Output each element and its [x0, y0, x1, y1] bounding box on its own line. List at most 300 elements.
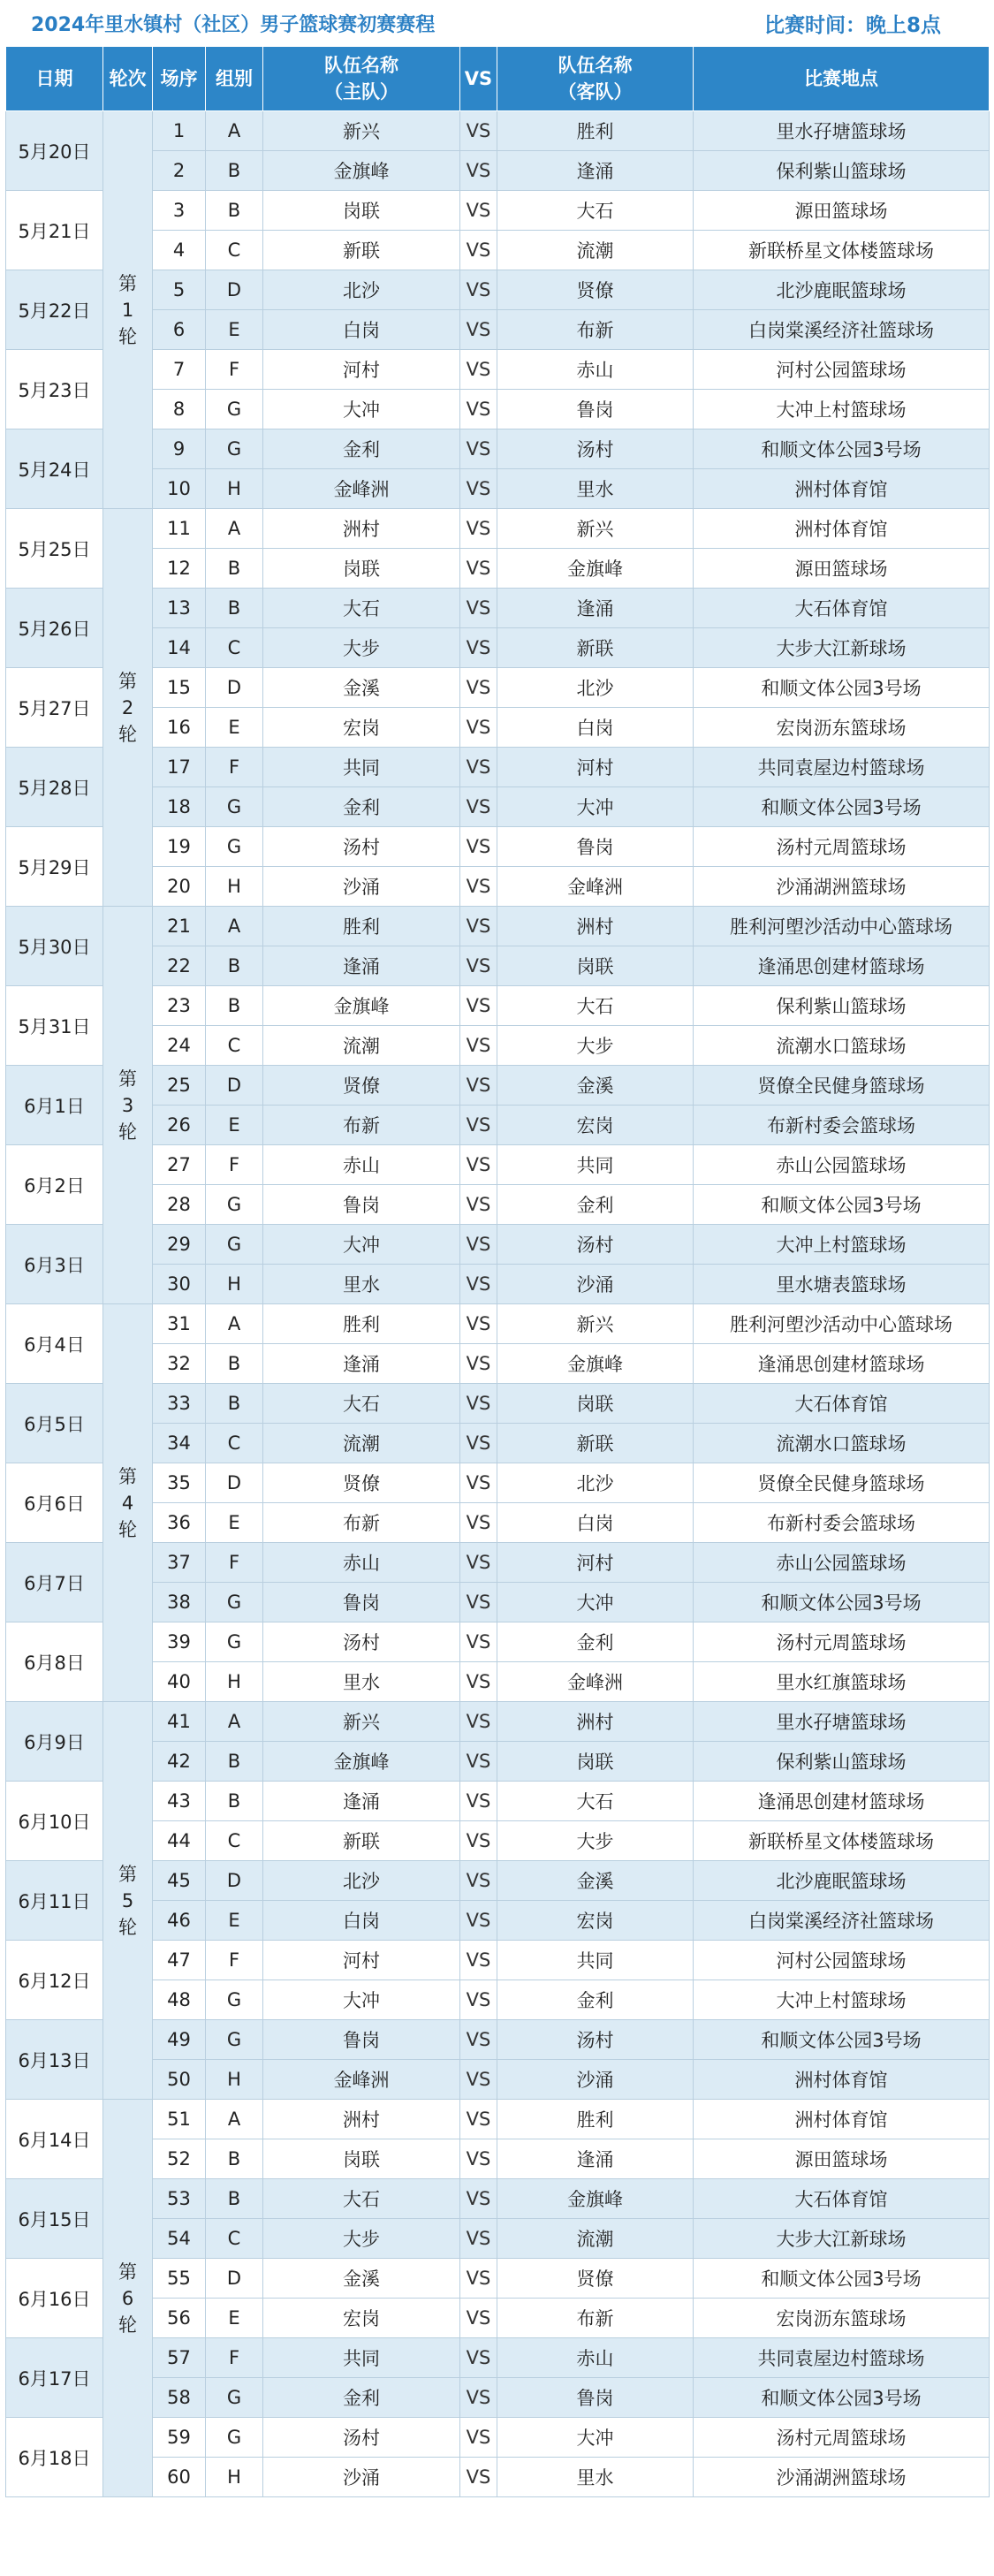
- away-team-cell: 流潮: [497, 2219, 694, 2259]
- match-no-cell: 31: [153, 1304, 206, 1344]
- table-row: [6, 1901, 990, 1941]
- match-no-cell: 44: [153, 1821, 206, 1861]
- date-cell: 6月3日: [6, 1225, 103, 1304]
- table-row: [6, 2458, 990, 2497]
- away-team-cell: 大冲: [497, 1583, 694, 1622]
- home-team-cell: 汤村: [263, 827, 460, 867]
- date-cell: 6月9日: [6, 1702, 103, 1782]
- group-cell: A: [206, 1304, 263, 1344]
- round-cell: 第 2 轮: [103, 509, 153, 907]
- table-row: [6, 1384, 990, 1424]
- home-team-cell: 沙涌: [263, 2458, 460, 2497]
- venue-cell: 大冲上村篮球场: [694, 390, 990, 429]
- away-team-cell: 金旗峰: [497, 1344, 694, 1384]
- vs-cell: VS: [460, 1503, 497, 1543]
- match-no-cell: 46: [153, 1901, 206, 1941]
- vs-cell: VS: [460, 1742, 497, 1782]
- home-team-cell: 大步: [263, 2219, 460, 2259]
- venue-cell: 大冲上村篮球场: [694, 1980, 990, 2020]
- group-cell: B: [206, 1742, 263, 1782]
- away-team-cell: 里水: [497, 469, 694, 509]
- group-cell: G: [206, 1622, 263, 1662]
- vs-cell: VS: [460, 986, 497, 1026]
- home-team-cell: 流潮: [263, 1424, 460, 1463]
- vs-cell: VS: [460, 2458, 497, 2497]
- venue-cell: 里水孖塘篮球场: [694, 111, 990, 151]
- vs-cell: VS: [460, 589, 497, 628]
- match-no-cell: 60: [153, 2458, 206, 2497]
- table-row: [6, 1821, 990, 1861]
- match-no-cell: 52: [153, 2139, 206, 2179]
- venue-cell: 贤僚全民健身篮球场: [694, 1066, 990, 1106]
- away-team-cell: 宏岗: [497, 1901, 694, 1941]
- home-team-cell: 洲村: [263, 509, 460, 549]
- away-team-cell: 大石: [497, 1782, 694, 1821]
- match-no-cell: 58: [153, 2378, 206, 2418]
- home-team-cell: 贤僚: [263, 1463, 460, 1503]
- match-no-cell: 20: [153, 867, 206, 907]
- group-cell: C: [206, 1026, 263, 1066]
- venue-cell: 保利紫山篮球场: [694, 1742, 990, 1782]
- group-cell: G: [206, 1225, 263, 1265]
- group-cell: E: [206, 310, 263, 350]
- col-vs: VS: [460, 47, 497, 111]
- away-team-cell: 大冲: [497, 787, 694, 827]
- match-no-cell: 10: [153, 469, 206, 509]
- vs-cell: VS: [460, 1225, 497, 1265]
- date-cell: 6月10日: [6, 1782, 103, 1861]
- group-cell: E: [206, 1901, 263, 1941]
- away-team-cell: 大石: [497, 191, 694, 231]
- table-row: [6, 1106, 990, 1145]
- away-team-cell: 岗联: [497, 1742, 694, 1782]
- title-bar: [0, 0, 994, 46]
- vs-cell: VS: [460, 787, 497, 827]
- venue-cell: 逢涌思创建材篮球场: [694, 946, 990, 986]
- table-row: [6, 429, 990, 469]
- table-row: [6, 509, 990, 549]
- venue-cell: 和顺文体公园3号场: [694, 2378, 990, 2418]
- match-no-cell: 38: [153, 1583, 206, 1622]
- date-cell: 6月4日: [6, 1304, 103, 1384]
- match-no-cell: 11: [153, 509, 206, 549]
- vs-cell: VS: [460, 1980, 497, 2020]
- venue-cell: 北沙鹿眠篮球场: [694, 270, 990, 310]
- match-no-cell: 3: [153, 191, 206, 231]
- table-row: [6, 111, 990, 151]
- vs-cell: VS: [460, 1821, 497, 1861]
- away-team-cell: 鲁岗: [497, 2378, 694, 2418]
- away-team-cell: 沙涌: [497, 2060, 694, 2100]
- venue-cell: 洲村体育馆: [694, 2060, 990, 2100]
- col-match-no: 场序: [153, 47, 206, 111]
- group-cell: D: [206, 270, 263, 310]
- away-team-cell: 共同: [497, 1145, 694, 1185]
- group-cell: B: [206, 946, 263, 986]
- home-team-cell: 赤山: [263, 1543, 460, 1583]
- date-cell: 5月20日: [6, 111, 103, 191]
- group-cell: F: [206, 2338, 263, 2378]
- venue-cell: 和顺文体公园3号场: [694, 1583, 990, 1622]
- vs-cell: VS: [460, 2418, 497, 2458]
- vs-cell: VS: [460, 748, 497, 787]
- match-no-cell: 2: [153, 151, 206, 191]
- date-cell: 5月22日: [6, 270, 103, 350]
- venue-cell: 和顺文体公园3号场: [694, 429, 990, 469]
- away-team-cell: 逢涌: [497, 589, 694, 628]
- vs-cell: VS: [460, 907, 497, 946]
- date-cell: 5月31日: [6, 986, 103, 1066]
- venue-cell: 沙涌湖洲篮球场: [694, 867, 990, 907]
- away-team-cell: 逢涌: [497, 2139, 694, 2179]
- table-row: [6, 1941, 990, 1980]
- date-cell: 5月24日: [6, 429, 103, 509]
- venue-cell: 源田篮球场: [694, 191, 990, 231]
- table-row: [6, 668, 990, 708]
- table-row: [6, 748, 990, 787]
- match-no-cell: 47: [153, 1941, 206, 1980]
- venue-cell: 大石体育馆: [694, 589, 990, 628]
- date-cell: 6月14日: [6, 2100, 103, 2179]
- venue-cell: 保利紫山篮球场: [694, 151, 990, 191]
- group-cell: A: [206, 2100, 263, 2139]
- group-cell: D: [206, 1066, 263, 1106]
- group-cell: H: [206, 469, 263, 509]
- date-cell: 6月5日: [6, 1384, 103, 1463]
- home-team-cell: 白岗: [263, 1901, 460, 1941]
- match-no-cell: 7: [153, 350, 206, 390]
- group-cell: H: [206, 2458, 263, 2497]
- home-team-cell: 新联: [263, 231, 460, 270]
- home-team-cell: 里水: [263, 1662, 460, 1702]
- home-team-cell: 鲁岗: [263, 2020, 460, 2060]
- vs-cell: VS: [460, 2139, 497, 2179]
- venue-cell: 汤村元周篮球场: [694, 827, 990, 867]
- away-team-cell: 汤村: [497, 1225, 694, 1265]
- table-row: [6, 191, 990, 231]
- venue-cell: 白岗棠溪经济社篮球场: [694, 310, 990, 350]
- vs-cell: VS: [460, 310, 497, 350]
- match-no-cell: 23: [153, 986, 206, 1026]
- away-team-cell: 金峰洲: [497, 1662, 694, 1702]
- group-cell: E: [206, 2299, 263, 2338]
- group-cell: H: [206, 1265, 263, 1304]
- home-team-cell: 胜利: [263, 1304, 460, 1344]
- group-cell: E: [206, 708, 263, 748]
- date-cell: 6月15日: [6, 2179, 103, 2259]
- vs-cell: VS: [460, 2378, 497, 2418]
- header-row: [6, 47, 990, 111]
- vs-cell: VS: [460, 270, 497, 310]
- col-venue: 比赛地点: [694, 47, 990, 111]
- date-cell: 6月16日: [6, 2259, 103, 2338]
- vs-cell: VS: [460, 708, 497, 748]
- away-team-cell: 汤村: [497, 2020, 694, 2060]
- match-no-cell: 43: [153, 1782, 206, 1821]
- group-cell: G: [206, 787, 263, 827]
- vs-cell: VS: [460, 1026, 497, 1066]
- table-row: [6, 2060, 990, 2100]
- away-team-cell: 鲁岗: [497, 827, 694, 867]
- col-away-team: 队伍名称 （客队）: [497, 47, 694, 111]
- home-team-cell: 金峰洲: [263, 2060, 460, 2100]
- home-team-cell: 河村: [263, 1941, 460, 1980]
- group-cell: A: [206, 907, 263, 946]
- venue-cell: 沙涌湖洲篮球场: [694, 2458, 990, 2497]
- group-cell: H: [206, 2060, 263, 2100]
- match-no-cell: 37: [153, 1543, 206, 1583]
- match-no-cell: 32: [153, 1344, 206, 1384]
- away-team-cell: 大石: [497, 986, 694, 1026]
- round-cell: 第 5 轮: [103, 1702, 153, 2100]
- away-team-cell: 胜利: [497, 2100, 694, 2139]
- home-team-cell: 金旗峰: [263, 986, 460, 1026]
- away-team-cell: 胜利: [497, 111, 694, 151]
- match-no-cell: 8: [153, 390, 206, 429]
- venue-cell: 汤村元周篮球场: [694, 1622, 990, 1662]
- match-no-cell: 21: [153, 907, 206, 946]
- vs-cell: VS: [460, 1861, 497, 1901]
- round-cell: 第 6 轮: [103, 2100, 153, 2497]
- away-team-cell: 北沙: [497, 668, 694, 708]
- table-row: [6, 946, 990, 986]
- round-cell: 第 4 轮: [103, 1304, 153, 1702]
- match-no-cell: 48: [153, 1980, 206, 2020]
- date-cell: 6月12日: [6, 1941, 103, 2020]
- round-cell: 第 1 轮: [103, 111, 153, 509]
- group-cell: C: [206, 1424, 263, 1463]
- group-cell: B: [206, 1344, 263, 1384]
- home-team-cell: 新兴: [263, 111, 460, 151]
- col-home-team: 队伍名称 （主队）: [263, 47, 460, 111]
- vs-cell: VS: [460, 1424, 497, 1463]
- home-team-cell: 鲁岗: [263, 1185, 460, 1225]
- home-team-cell: 逢涌: [263, 1782, 460, 1821]
- home-team-cell: 大冲: [263, 1225, 460, 1265]
- group-cell: C: [206, 628, 263, 668]
- home-team-cell: 岗联: [263, 549, 460, 589]
- match-no-cell: 59: [153, 2418, 206, 2458]
- match-no-cell: 41: [153, 1702, 206, 1742]
- vs-cell: VS: [460, 2259, 497, 2299]
- away-team-cell: 金峰洲: [497, 867, 694, 907]
- home-team-cell: 共同: [263, 748, 460, 787]
- table-row: [6, 1026, 990, 1066]
- group-cell: B: [206, 549, 263, 589]
- away-team-cell: 新兴: [497, 509, 694, 549]
- date-cell: 6月13日: [6, 2020, 103, 2100]
- table-row: [6, 151, 990, 191]
- home-team-cell: 沙涌: [263, 867, 460, 907]
- vs-cell: VS: [460, 1265, 497, 1304]
- match-no-cell: 55: [153, 2259, 206, 2299]
- vs-cell: VS: [460, 1782, 497, 1821]
- match-no-cell: 14: [153, 628, 206, 668]
- table-row: [6, 549, 990, 589]
- date-cell: 6月7日: [6, 1543, 103, 1622]
- venue-cell: 里水孖塘篮球场: [694, 1702, 990, 1742]
- away-team-cell: 流潮: [497, 231, 694, 270]
- table-row: [6, 390, 990, 429]
- home-team-cell: 金峰洲: [263, 469, 460, 509]
- home-team-cell: 北沙: [263, 270, 460, 310]
- away-team-cell: 鲁岗: [497, 390, 694, 429]
- away-team-cell: 金利: [497, 1185, 694, 1225]
- away-team-cell: 金利: [497, 1622, 694, 1662]
- home-team-cell: 流潮: [263, 1026, 460, 1066]
- venue-cell: 逢涌思创建材篮球场: [694, 1344, 990, 1384]
- vs-cell: VS: [460, 1463, 497, 1503]
- home-team-cell: 大石: [263, 2179, 460, 2219]
- table-row: [6, 1583, 990, 1622]
- home-team-cell: 逢涌: [263, 1344, 460, 1384]
- home-team-cell: 里水: [263, 1265, 460, 1304]
- group-cell: C: [206, 1821, 263, 1861]
- table-row: [6, 787, 990, 827]
- group-cell: F: [206, 1145, 263, 1185]
- table-row: [6, 270, 990, 310]
- match-no-cell: 35: [153, 1463, 206, 1503]
- group-cell: G: [206, 2378, 263, 2418]
- group-cell: G: [206, 390, 263, 429]
- home-team-cell: 鲁岗: [263, 1583, 460, 1622]
- group-cell: E: [206, 1503, 263, 1543]
- table-row: [6, 2139, 990, 2179]
- date-cell: 5月30日: [6, 907, 103, 986]
- match-no-cell: 9: [153, 429, 206, 469]
- away-team-cell: 贤僚: [497, 270, 694, 310]
- home-team-cell: 大冲: [263, 390, 460, 429]
- away-team-cell: 大步: [497, 1821, 694, 1861]
- venue-cell: 宏岗沥东篮球场: [694, 2299, 990, 2338]
- table-row: [6, 2338, 990, 2378]
- match-no-cell: 27: [153, 1145, 206, 1185]
- venue-cell: 里水塘表篮球场: [694, 1265, 990, 1304]
- match-no-cell: 28: [153, 1185, 206, 1225]
- away-team-cell: 布新: [497, 2299, 694, 2338]
- venue-cell: 源田篮球场: [694, 549, 990, 589]
- schedule-body: [6, 111, 990, 2497]
- vs-cell: VS: [460, 231, 497, 270]
- group-cell: E: [206, 1106, 263, 1145]
- table-row: [6, 708, 990, 748]
- vs-cell: VS: [460, 668, 497, 708]
- home-team-cell: 金利: [263, 2378, 460, 2418]
- vs-cell: VS: [460, 1344, 497, 1384]
- away-team-cell: 金溪: [497, 1861, 694, 1901]
- table-row: [6, 1344, 990, 1384]
- col-round: 轮次: [103, 47, 153, 111]
- group-cell: G: [206, 1185, 263, 1225]
- venue-cell: 赤山公园篮球场: [694, 1145, 990, 1185]
- match-no-cell: 39: [153, 1622, 206, 1662]
- table-row: [6, 1424, 990, 1463]
- match-no-cell: 17: [153, 748, 206, 787]
- table-row: [6, 1980, 990, 2020]
- home-team-cell: 金利: [263, 429, 460, 469]
- vs-cell: VS: [460, 1145, 497, 1185]
- home-team-cell: 汤村: [263, 2418, 460, 2458]
- date-cell: 5月28日: [6, 748, 103, 827]
- date-cell: 5月25日: [6, 509, 103, 589]
- col-date: 日期: [6, 47, 103, 111]
- away-team-cell: 河村: [497, 1543, 694, 1583]
- away-team-cell: 岗联: [497, 1384, 694, 1424]
- venue-cell: 宏岗沥东篮球场: [694, 708, 990, 748]
- table-row: [6, 1225, 990, 1265]
- match-no-cell: 29: [153, 1225, 206, 1265]
- table-row: [6, 1265, 990, 1304]
- match-no-cell: 24: [153, 1026, 206, 1066]
- group-cell: D: [206, 1463, 263, 1503]
- group-cell: B: [206, 151, 263, 191]
- venue-cell: 流潮水口篮球场: [694, 1424, 990, 1463]
- match-no-cell: 36: [153, 1503, 206, 1543]
- home-team-cell: 河村: [263, 350, 460, 390]
- away-team-cell: 金旗峰: [497, 549, 694, 589]
- away-team-cell: 岗联: [497, 946, 694, 986]
- away-team-cell: 大冲: [497, 2418, 694, 2458]
- away-team-cell: 沙涌: [497, 1265, 694, 1304]
- group-cell: G: [206, 2418, 263, 2458]
- match-no-cell: 45: [153, 1861, 206, 1901]
- vs-cell: VS: [460, 1384, 497, 1424]
- group-cell: D: [206, 1861, 263, 1901]
- venue-cell: 白岗棠溪经济社篮球场: [694, 1901, 990, 1941]
- match-no-cell: 30: [153, 1265, 206, 1304]
- venue-cell: 贤僚全民健身篮球场: [694, 1463, 990, 1503]
- venue-cell: 胜利河塱沙活动中心篮球场: [694, 1304, 990, 1344]
- away-team-cell: 洲村: [497, 1702, 694, 1742]
- group-cell: G: [206, 2020, 263, 2060]
- group-cell: C: [206, 2219, 263, 2259]
- table-row: [6, 1463, 990, 1503]
- group-cell: F: [206, 1543, 263, 1583]
- group-cell: A: [206, 509, 263, 549]
- venue-cell: 洲村体育馆: [694, 509, 990, 549]
- match-no-cell: 33: [153, 1384, 206, 1424]
- vs-cell: VS: [460, 2020, 497, 2060]
- col-group: 组别: [206, 47, 263, 111]
- home-team-cell: 大步: [263, 628, 460, 668]
- group-cell: B: [206, 589, 263, 628]
- vs-cell: VS: [460, 469, 497, 509]
- match-no-cell: 1: [153, 111, 206, 151]
- group-cell: D: [206, 668, 263, 708]
- match-no-cell: 42: [153, 1742, 206, 1782]
- group-cell: G: [206, 429, 263, 469]
- venue-cell: 和顺文体公园3号场: [694, 2259, 990, 2299]
- table-row: [6, 2179, 990, 2219]
- away-team-cell: 北沙: [497, 1463, 694, 1503]
- venue-cell: 共同袁屋边村篮球场: [694, 2338, 990, 2378]
- date-cell: 6月11日: [6, 1861, 103, 1941]
- table-row: [6, 2418, 990, 2458]
- vs-cell: VS: [460, 390, 497, 429]
- vs-cell: VS: [460, 2338, 497, 2378]
- vs-cell: VS: [460, 111, 497, 151]
- vs-cell: VS: [460, 2060, 497, 2100]
- venue-cell: 保利紫山篮球场: [694, 986, 990, 1026]
- home-team-cell: 赤山: [263, 1145, 460, 1185]
- vs-cell: VS: [460, 1185, 497, 1225]
- venue-cell: 大步大江新球场: [694, 2219, 990, 2259]
- venue-cell: 大石体育馆: [694, 2179, 990, 2219]
- away-team-cell: 洲村: [497, 907, 694, 946]
- group-cell: G: [206, 1980, 263, 2020]
- match-time: 比赛时间：晚上8点: [763, 13, 941, 37]
- venue-cell: 和顺文体公园3号场: [694, 1185, 990, 1225]
